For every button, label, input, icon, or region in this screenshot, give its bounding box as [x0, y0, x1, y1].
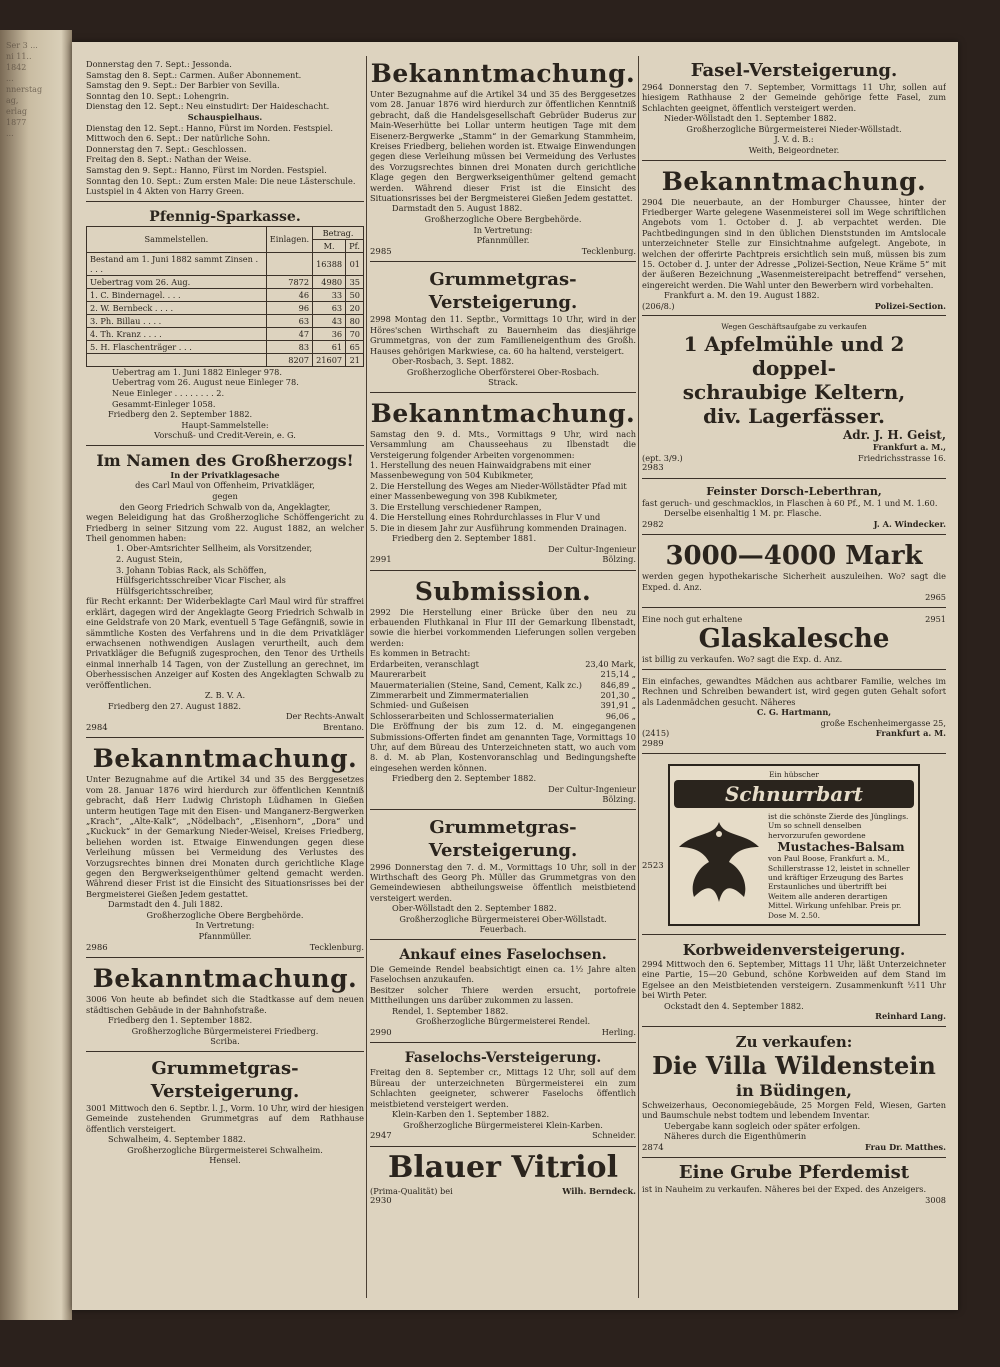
notice-name: Scriba.: [210, 1036, 240, 1047]
table-cell: 63: [266, 314, 312, 327]
cost-list: [370, 659, 636, 721]
notice-date: Klein-Karben den 1. September 1882.: [392, 1109, 550, 1120]
notice-text: 2992 Die Herstellung einer Brücke über den neu zu erbauenden Fluthkanal in Flur III der Gemarkung Ilbenstadt, sowie die hierbei vorkommenden Lieferungen sollen vergeben werden:: [370, 606, 636, 648]
notice-date: Nieder-Wöllstadt den 1. September 1882.: [664, 113, 837, 124]
theatre-line: Samstag den 9. Sept.: Der Barbier von Sevilla.: [86, 80, 280, 91]
notice-title: Grummetgras-Versteigerung.: [428, 269, 578, 314]
cost-label: Erdarbeiten, veranschlagt: [370, 658, 479, 669]
notice-text2: Die Eröffnung der bis zum 12. d. M. eingegangenen Submissions-Offerten findet am genannten Tage, Vormittags 10 Uhr, auf dem Büreau des Unterzeichneten statt, wo auch vom 8. d. M. ab Plan, Kostenvoranschlag und Bedingungshefte eingesehen werden können.: [370, 721, 636, 773]
cost-row: [370, 669, 636, 679]
ad-city: Frankfurt a. M.: [875, 728, 946, 739]
table-row: [87, 327, 364, 340]
table-row: [87, 314, 364, 327]
judgment-notice: [86, 449, 364, 738]
judgment-intro: wegen Beleidigung hat das Großherzogliche Schöffengericht zu Friedberg in seiner Sitzung vom 22. August 1882, an welcher Theil genommen haben:: [86, 512, 364, 544]
notice-intro: Samstag den 9. d. Mts., Vormittags 9 Uhr, wird nach Versammlung am Chausseehaus zu Ilbenstadt die Versteigerung folgender Arbeiten vorgenommen:: [370, 428, 636, 460]
judgment-zbva: Z. B. V. A.: [204, 690, 246, 701]
list-item: 2. Die Herstellung des Weges am Nieder-Wöllstädter Pfad mit einer Massenbewegung von 398 Kubikmeter,: [370, 480, 627, 502]
column-2: [370, 56, 636, 1300]
member-line: 2. August Stein,: [116, 554, 183, 565]
ad-number: 2982: [642, 519, 664, 530]
notice-name: Reinhard Lang.: [875, 1011, 946, 1022]
notice-date: Darmstadt den 4. Juli 1882.: [108, 899, 223, 910]
table-cell: 4980: [313, 275, 346, 288]
notice-date: Rendel, 1. September 1882.: [392, 1005, 509, 1016]
apfelmuehle-ad: [642, 319, 946, 478]
notice-authority: Großherzogliche Bürgermeisterei Nieder-Wöllstadt.: [686, 123, 902, 134]
table-cell: 2. W. Bernbeck . . . .: [87, 301, 267, 314]
ad-line1: 1 Apfelmühle und 2 doppel-: [683, 332, 905, 381]
notice-vertretung: In Vertretung:: [195, 920, 255, 931]
notice-text: 3001 Mittwoch den 6. Septbr. l. J., Vorm. 10 Uhr, wird der hiesigen Gemeinde zustehenden Grummetgras auf dem Rathhause öffentlich versteigert.: [86, 1102, 364, 1134]
column-1: [86, 56, 364, 1300]
ad-sub: (Prima-Qualität) bei: [370, 1185, 453, 1196]
bekanntmachung-wasenmeisterei: [642, 164, 946, 317]
sparkasse-sig2: Vorschuß- und Credit-Verein, e. G.: [154, 430, 296, 441]
table-cell: 01: [346, 252, 364, 275]
korbweiden-ad: [642, 938, 946, 1027]
ad-number: 2951: [925, 613, 946, 624]
table-cell: 50: [346, 288, 364, 301]
notice-title: Bekanntmachung.: [92, 964, 358, 994]
theatre-line: Sonntag den 10. Sept.: Zum ersten Male: Die neue Lästerschule. Lustspiel in 4 Akten von Harry Green.: [86, 175, 356, 197]
cost-label: Schlosserarbeiten und Schlossermaterialien: [370, 710, 554, 721]
grummetgras-rosbach: [370, 265, 636, 392]
ad-number: 2989: [642, 738, 664, 749]
table-cell: Bestand am 1. Juni 1882 sammt Zinsen . . . .: [87, 252, 267, 275]
sparkasse-table: [86, 226, 364, 367]
notice-name: Bölzing.: [602, 794, 636, 805]
judgment-defendant: den Georg Friedrich Schwalb von da, Angeklagter,: [119, 501, 331, 512]
villa-ad: [642, 1030, 946, 1159]
cost-value: 201,30 „: [600, 689, 636, 700]
header-mark: M.: [313, 239, 346, 252]
sparkasse-sig1: Haupt-Sammelstelle:: [181, 419, 269, 430]
cost-label: Schmied- und Gußeisen: [370, 700, 469, 711]
ad-text: werden gegen hypothekarische Sicherheit auszuleihen. Wo? sagt die Exped. d. Anz.: [642, 571, 946, 592]
ad-title: Glaskalesche: [698, 624, 890, 655]
table-cell: [266, 252, 312, 275]
table-cell: 16388: [313, 252, 346, 275]
member-line: Hülfsgerichtsschreiber Vicar Fischer, als Hülfsgerichtsschreiber,: [116, 575, 286, 596]
ad-vendor-text: von Paul Boose, Frankfurt a. M., Schillerstrasse 12, leistet in schneller und kräftiger Erzeugung des Bartes Erstaunliches und übertrifft bei Weitem alle anderen derartigen Mittel. Wirkung unfehlbar. Preis pr. Dose M. 2.50.: [768, 854, 910, 920]
ad-number: 2991: [370, 554, 392, 565]
table-cell: 20: [346, 301, 364, 314]
ad-number: (206/8.): [642, 300, 675, 311]
notice-title: Submission.: [414, 576, 592, 606]
ad-title: Schnurrbart: [674, 780, 914, 808]
ad-contact: C. G. Hartmann,: [756, 707, 832, 718]
notice-date: Ober-Wöllstadt den 2. September 1882.: [392, 903, 557, 914]
ad-in: in: [736, 1080, 754, 1100]
mark-ad: [642, 538, 946, 607]
notice-name2: Tecklenburg.: [581, 245, 636, 256]
ad-number: 2523: [642, 861, 664, 872]
notice-name: Pfannmüller.: [476, 235, 530, 246]
eagle-icon: [674, 812, 764, 912]
theatre-listing: [86, 56, 364, 202]
ad-text2: Derselbe eisenhaltig 1 M. pr. Flasche.: [664, 508, 822, 519]
notice-date: Friedberg den 2. September 1882.: [392, 773, 537, 784]
ad-vendor: Wilh. Berndeck.: [562, 1185, 636, 1196]
table-cell: 21: [346, 353, 364, 366]
table-cell: 3. Ph. Billau . . . .: [87, 314, 267, 327]
theatre-line: Samstag den 8. Sept.: Carmen. Außer Abonnement.: [86, 69, 302, 80]
table-cell: 46: [266, 288, 312, 301]
ad-text: fast geruch- und geschmacklos, in Flaschen à 60 Pf., M. 1 und M. 1.60.: [642, 497, 938, 508]
ad-street: Friedrichsstrasse 16.: [857, 452, 946, 463]
notice-text: Die Gemeinde Rendel beabsichtigt einen ca. 1½ Jahre alten Faselochsen anzukaufen.: [370, 964, 636, 985]
ad-city: Frankfurt a. M.,: [872, 442, 946, 453]
notice-authority: Großherzogliche Oberförsterei Ober-Rosbach.: [406, 366, 600, 377]
adjacent-page-strip: [0, 30, 72, 1320]
notice-name: Schneider.: [592, 1130, 636, 1141]
table-cell: 36: [313, 327, 346, 340]
list-item: 5. Die in diesem Jahr zur Ausführung kommenden Drainagen.: [370, 522, 627, 533]
notice-role: Der Cultur-Ingenieur: [548, 783, 636, 794]
newspaper-page: [72, 42, 958, 1310]
list-item: 4. Die Herstellung eines Rohrdurchlasses in Flur V und: [370, 512, 601, 523]
table-cell: 35: [346, 275, 364, 288]
column-3: [642, 56, 946, 1300]
ad-street: große Eschenheimergasse 25,: [820, 717, 946, 728]
notice-title: Grummetgras-Versteigerung.: [150, 1057, 300, 1102]
table-cell: 80: [346, 314, 364, 327]
notice-vertretung: In Vertretung:: [473, 224, 533, 235]
notice-name: Pfannmüller.: [198, 930, 252, 941]
judgment-plaintiff: des Carl Maul von Offenheim, Privatkläger,: [135, 480, 315, 491]
cost-label: Maurerarbeit: [370, 669, 427, 680]
table-cell: 47: [266, 327, 312, 340]
ad-text: ist billig zu verkaufen. Wo? sagt die Exp. d. Anz.: [642, 654, 843, 665]
ad-pre: Wegen Geschäftsaufgabe zu verkaufen: [721, 322, 867, 332]
list-item: 1. Herstellung des neuen Hainwaidgrabens mit einer Massenbewegung von 504 Kubikmeter,: [370, 460, 591, 481]
bekanntmachung-ilbenstadt: [370, 396, 636, 571]
judgment-sig-name: Brentano.: [323, 721, 364, 732]
notice-date: Frankfurt a. M. den 19. August 1882.: [664, 290, 820, 301]
cost-label: Zimmerarbeit und Zimmermaterialien: [370, 689, 529, 700]
table-cell: 63: [313, 301, 346, 314]
notice-authority: Großherzogliche Bürgermeisterei Klein-Karben.: [403, 1119, 603, 1130]
notice-authority: Großherzogliche Obere Bergbehörde.: [146, 909, 304, 920]
ad-title: 3000—4000 Mark: [665, 541, 923, 572]
table-row: [87, 340, 364, 353]
notice-authority: Großherzogliche Bürgermeisterei Ober-Wöllstadt.: [399, 913, 607, 924]
theatre-line: Sonntag den 10. Sept.: Lohengrin.: [86, 90, 230, 101]
cost-value: 391,91 „: [600, 700, 636, 711]
cost-row: [370, 680, 636, 690]
ad-title: Feinster Dorsch-Leberthran,: [706, 484, 882, 498]
table-cell: [87, 353, 267, 366]
header-pf: Pf.: [346, 239, 364, 252]
ad-line2: schraubige Keltern,: [682, 380, 906, 405]
table-cell: 33: [313, 288, 346, 301]
sparkasse-title: Pfennig-Sparkasse.: [149, 208, 301, 225]
grummetgras-schwalheim: [86, 1055, 364, 1166]
ad-number: (2415): [642, 728, 670, 739]
faselochs-versteigerung: [370, 1046, 636, 1146]
notice-title: Korbweidenversteigerung.: [682, 941, 906, 960]
ad-text: Schweizerhaus, Oeconomiegebäude, 25 Morgen Feld, Wiesen, Garten und Baumschule nebst todtem und lebendem Inventar.: [642, 1099, 946, 1121]
member-line: 3. Johann Tobias Rack, als Schöffen,: [116, 564, 267, 575]
ad-number: 2984: [86, 722, 108, 733]
cost-row: [370, 711, 636, 721]
table-cell: 70: [346, 327, 364, 340]
notice-role: Der Cultur-Ingenieur: [548, 543, 636, 554]
notice-item-list: [370, 460, 636, 533]
notice-title: Ankauf eines Faselochsen.: [399, 947, 607, 963]
notice-name2: Tecklenburg.: [309, 941, 364, 952]
header-sammelstellen: Sammelstellen.: [87, 226, 267, 252]
sparkasse-notice: [86, 205, 364, 446]
grummetgras-oberwoellstadt: [370, 813, 636, 940]
ad-number: (ept. 3/9.): [642, 452, 683, 463]
notice-subhead: Es kommen in Betracht:: [370, 648, 471, 659]
table-row: [87, 353, 364, 366]
ad-number: 3008: [925, 1194, 946, 1205]
table-cell: 43: [313, 314, 346, 327]
cost-row: [370, 700, 636, 710]
summary-line: Uebertrag vom 26. August neue Einleger 78.: [112, 377, 299, 388]
notice-date: Ockstadt den 4. September 1882.: [664, 1000, 804, 1011]
sparkasse-date: Friedberg den 2. September 1882.: [108, 409, 253, 420]
notice-title: Faselochs-Versteigerung.: [404, 1050, 602, 1067]
sparkasse-summary: [86, 367, 364, 409]
header-einlagen: Einlagen.: [266, 226, 312, 252]
notice-text2: Besitzer solcher Thiere werden ersucht, portofreie Mittheilungen uns darüber zukommen zu lassen.: [370, 984, 636, 1006]
fasel-versteigerung: [642, 56, 946, 161]
schnurrbart-text: [768, 812, 914, 920]
column-rule: [366, 56, 367, 1298]
judgment-verdict: für Recht erkannt: Der Widerbeklagte Carl Maul wird für straffrei erklärt, dagegen wird der Angeklagte Georg Friedrich Schwalb in eine Geldstrafe von 20 Mark, eventuell 5 Tage Gefängniß, sowie in sämmtliche Kosten des Verfahrens und in die dem Privatkläger erwachsenen nothwendigen Auslagen verurtheilt, auch dem Privatkläger die Befugniß zugesprochen, den Tenor des Urtheils einmal innerhalb 14 Tagen, von der Zustellung an gerechnet, im Oberhessischen Anzeiger auf Kosten des Angeklagten Schwalb zu veröffentlichen.: [86, 596, 364, 690]
bekanntmachung-buderus: [370, 56, 636, 262]
notice-name: Hensel.: [209, 1155, 241, 1166]
table-cell: 61: [313, 340, 346, 353]
notice-text: 2904 Die neuerbaute, an der Homburger Chaussee, hinter der Friedberger Warte gelegene Wasenmeisterei soll im Wege schriftlichen Angebots vom 1. October d. J. ab verpachtet werden. Die Pachtbedingungen sind in den üblichen Dienststunden im Amtslocale unterzeichneter Stelle zur Einsichtnahme aufgelegt. Angebote, in welchen der offerirte Pachtpreis ersichtlich sein muß, müssen bis zum 15. October d. J. unter der Adresse „Polizei-Section, Neue Kräme 5“ mit der äußeren Bezeichnung „Wasenmeistereipacht betreffend“ versehen, eingereicht werden. Die Wahl unter den Bewerbern wird vorbehalten.: [642, 196, 946, 290]
theatre-line: Dienstag den 12. Sept.: Hanno, Fürst im Norden. Festspiel.: [86, 122, 333, 133]
maedchen-ad: [642, 673, 946, 755]
table-cell: 65: [346, 340, 364, 353]
ad-pre: Zu verkaufen:: [735, 1032, 853, 1051]
table-row: [87, 252, 364, 275]
table-cell: 8207: [266, 353, 312, 366]
ad-number: 2983: [642, 463, 664, 474]
table-cell: 96: [266, 301, 312, 314]
header-betrag: Betrag.: [313, 226, 364, 239]
ad-line3: div. Lagerfässer.: [703, 404, 885, 429]
notice-date: Ober-Rosbach, 3. Sept. 1882.: [392, 356, 515, 367]
notice-name: Polizei-Section.: [874, 300, 946, 311]
judgment-members: [86, 543, 364, 596]
judgment-sig-role: Der Rechts-Anwalt: [285, 711, 364, 722]
ad-contact: Frau Dr. Matthes.: [864, 1141, 946, 1152]
summary-line: Neue Einleger . . . . . . . . 2.: [112, 387, 225, 398]
bekanntmachung-stadtkasse: [86, 961, 364, 1052]
theatre-line: Donnerstag den 7. Sept.: Jessonda.: [86, 59, 232, 69]
table-cell: 83: [266, 340, 312, 353]
pferdemist-ad: [642, 1161, 946, 1205]
theatre-line: Donnerstag den 7. Sept.: Geschlossen.: [86, 143, 247, 154]
theatre-line: Freitag den 8. Sept.: Nathan der Weise.: [86, 154, 252, 165]
table-cell: 7872: [266, 275, 312, 288]
theatre-line: Mittwoch den 6. Sept.: Der natürliche Sohn.: [86, 133, 271, 144]
ad-pre: Ein hübscher: [769, 770, 819, 780]
ad-city: Büdingen,: [759, 1080, 852, 1100]
bekanntmachung-lahnhamen: [86, 741, 364, 958]
member-line: 1. Ober-Amtsrichter Sellheim, als Vorsitzender,: [116, 543, 313, 554]
notice-name: Feuerbach.: [479, 924, 527, 935]
notice-title: Bekanntmachung.: [661, 166, 927, 196]
notice-authority: Großherzogliche Bürgermeisterei Rendel.: [415, 1016, 591, 1027]
notice-text: 2964 Donnerstag den 7. September, Vormittags 11 Uhr, sollen auf hiesigem Rathhause 2 der Gemeinde gehörige fette Fasel, zum Schlachten geeignet, öffentlich versteigert werden.: [642, 82, 946, 113]
notice-authority: Großherzogliche Bürgermeisterei Schwalheim.: [127, 1144, 323, 1155]
glaskalesche-ad: [642, 611, 946, 670]
table-cell: 5. H. Flaschenträger . . .: [87, 340, 267, 353]
summary-line: Gesammt-Einleger 1058.: [112, 398, 216, 409]
notice-vertretung: J. V. d. B.:: [774, 134, 814, 145]
schnurrbart-ad: [642, 757, 946, 935]
ad-number: 2986: [86, 942, 108, 953]
ad-text2: Uebergabe kann sogleich oder später erfolgen.: [664, 1120, 861, 1131]
cost-value: 96,06 „: [605, 710, 636, 721]
notice-text: 2998 Montag den 11. Septbr., Vormittags 10 Uhr, wird in der Höres'schen Wirthschaft zu Bauernheim das diesjährige Grummetgras, von der zum Familieneigenthum des Großh. Hauses gehörigen Markwiese, ca. 60 ha haltend, versteigert.: [370, 314, 636, 356]
notice-title: Bekanntmachung.: [370, 59, 636, 88]
table-cell: Uebertrag vom 26. Aug.: [87, 275, 267, 288]
notice-title: Bekanntmachung.: [92, 744, 358, 774]
schnurrbart-box: [668, 764, 920, 926]
table-row: [87, 275, 364, 288]
ankauf-faselochsen: [370, 943, 636, 1043]
notice-title: Grummetgras-Versteigerung.: [428, 816, 578, 861]
ad-title: Blauer Vitriol: [388, 1149, 618, 1185]
submission-notice: [370, 574, 636, 810]
table-cell: 4. Th. Kranz . . . .: [87, 327, 267, 340]
list-item: 3. Die Erstellung verschiedener Rampen,: [370, 501, 542, 512]
ad-number: 2990: [370, 1027, 392, 1038]
cost-row: [370, 659, 636, 669]
cost-value: 846,89 „: [600, 679, 636, 690]
cost-row: [370, 690, 636, 700]
ad-address: Adr. J. H. Geist,: [843, 428, 946, 443]
judgment-against: gegen: [212, 491, 238, 502]
notice-text: 2994 Mittwoch den 6. September, Mittags 11 Uhr, läßt Unterzeichneter eine Partie, 15—20 Gebund, schöne Korbweiden auf dem Stand im Egelsee an den Meistbietenden versteigern. Zusammenkunft ½11 Uhr bei Wirth Peter.: [642, 959, 946, 1001]
notice-date: Friedberg den 1. September 1882.: [108, 1014, 253, 1025]
notice-date: Friedberg den 2. September 1881.: [392, 532, 537, 543]
leberthran-ad: [642, 482, 946, 536]
notice-authority: Großherzogliche Bürgermeisterei Friedberg.: [131, 1025, 319, 1036]
notice-text: Unter Bezugnahme auf die Artikel 34 und 35 des Berggesetzes vom 28. Januar 1876 wird hierdurch zur öffentlichen Kenntniß gebracht, daß Herr Ludwig Christoph Lüdhamen in Gießen unterm heutigen Tage mit den Eisen- und Manganerz-Bergwerken „Krach“, „Alte-Kalk“, „Nödelbach“, „Eisenhorn“, „Dora“ und „Kuckuck“ in der Gemarkung Nieder-Weisel, Kreises Friedberg, beliehen worden ist. Etwaige Einwendungen gegen diese Verleihung müssen bei Vermeidung des Verlustes des Vorzugsrechtes binnen drei Monaten durch gerichtliche Klage gegen den Bergwerkseigenthümer geltend gemacht werden. Während dieser Frist ist die Einsicht des Situationsrisses bei der Bergmeisterei Gießen Jedem gestattet.: [86, 774, 364, 899]
vitriol-ad: [370, 1150, 636, 1207]
judgment-title: Im Namen des Großherzogs!: [96, 450, 354, 470]
notice-name: Herling.: [601, 1026, 636, 1037]
ad-text: ist die schönste Zierde des Jünglings. Um so schnell denselben hervorzurufen gewordene: [768, 812, 909, 840]
adjacent-page-text: Ser 3 ... ni 11.. 1842 ... nnerstag ag, erlag 1877 ...: [6, 41, 43, 138]
ad-title: Eine Grube Pferdemist: [678, 1162, 910, 1184]
ad-pre: Eine noch gut erhaltene: [642, 613, 743, 624]
ad-text3: Näheres durch die Eigenthümerin: [664, 1131, 807, 1142]
ad-number: 2965: [925, 592, 946, 603]
ad-vendor: J. A. Windecker.: [873, 518, 946, 529]
theatre-line: Schauspielhaus.: [187, 111, 263, 122]
notice-name: Weith, Beigeordneter.: [748, 145, 840, 155]
cost-value: 215,14 „: [600, 669, 636, 680]
notice-text: 3006 Von heute ab befindet sich die Stadtkasse auf dem neuen städtischen Gebäude in der Bahnhofstraße.: [86, 994, 364, 1015]
summary-line: Uebertrag am 1. Juni 1882 Einleger 978.: [112, 366, 282, 377]
ad-title: Die Villa Wildenstein: [652, 1050, 936, 1080]
table-cell: 1. C. Bindernagel. . . .: [87, 288, 267, 301]
notice-date: Schwalheim, 4. September 1882.: [108, 1133, 246, 1144]
column-rule: [638, 56, 639, 1298]
ad-product: Mustaches-Balsam: [777, 840, 905, 855]
judgment-date: Friedberg den 27. August 1882.: [108, 700, 241, 711]
notice-name: Strack.: [488, 377, 518, 388]
theatre-line: Dienstag den 12. Sept.: Neu einstudirt: Der Haideschacht.: [86, 101, 330, 112]
ad-text: Ein einfaches, gewandtes Mädchen aus achtbarer Familie, welches im Rechnen und Schreiben bewandert ist, wird gegen guten Gehalt sofort als Ladenmädchen gesucht. Näheres: [642, 675, 946, 707]
notice-title: Bekanntmachung.: [370, 398, 636, 428]
theatre-line: Samstag den 9. Sept.: Hanno, Fürst im Norden. Festspiel.: [86, 164, 327, 175]
notice-title: Fasel-Versteigerung.: [690, 60, 898, 81]
notice-authority: Großherzogliche Obere Bergbehörde.: [424, 214, 582, 225]
ad-number: 2985: [370, 246, 392, 257]
judgment-subtitle: In der Privatklagesache: [170, 469, 280, 480]
notice-date: Darmstadt den 5. August 1882.: [392, 203, 523, 214]
table-row: [87, 301, 364, 314]
notice-text: Unter Bezugnahme auf die Artikel 34 und 35 des Berggesetzes vom 28. Januar 1876 wird hierdurch zur öffentlichen Kenntniß gebracht, daß die Handelsgesellschaft Gebrüder Buderus zur Main-Weserhütte bei Lollar unterm heutigen Tage mit dem Eisenerz-Bergwerke „Stamm“ in der Gemarkung Stammheim, Kreises Friedberg, beliehen worden ist. Etwaige Einwendungen gegen diese Verleihung müssen bei Vermeidung des Verlustes des Vorzugsrechtes binnen drei Monaten durch gerichtliche Klage gegen den Bergwerkseigenthümer geltend gemacht werden. Während dieser Frist ist die Einsicht des Situationsrisses bei der Bergmeisterei Gießen Jedem gestattet.: [370, 89, 636, 204]
notice-name: Bölzing.: [602, 553, 636, 564]
ad-number: 2874: [642, 1142, 664, 1153]
table-cell: 21607: [313, 353, 346, 366]
ad-text: ist in Nauheim zu verkaufen. Näheres bei der Exped. des Anzeigers.: [642, 1184, 927, 1195]
notice-text: Freitag den 8. September cr., Mittags 12 Uhr, soll auf dem Büreau der unterzeichneten Bürgermeisterei ein zum Schlachten geeigneter, schwerer Faselochs öffentlich meistbietend versteigert werden.: [370, 1067, 636, 1109]
ad-number: 2930: [370, 1196, 392, 1207]
cost-value: 23,40 Mark,: [585, 658, 636, 669]
ad-number: 2947: [370, 1131, 392, 1142]
notice-text: 2996 Donnerstag den 7. d. M., Vormittags 10 Uhr, soll in der Wirthschaft des Georg Ph. Müller das Grummetgras von den Gemeindewiesen abtheilungsweise öffentlich meistbietend versteigert werden.: [370, 861, 636, 903]
table-row: [87, 288, 364, 301]
cost-label: Mauermaterialien (Steine, Sand, Cement, Kalk zc.): [370, 679, 582, 690]
